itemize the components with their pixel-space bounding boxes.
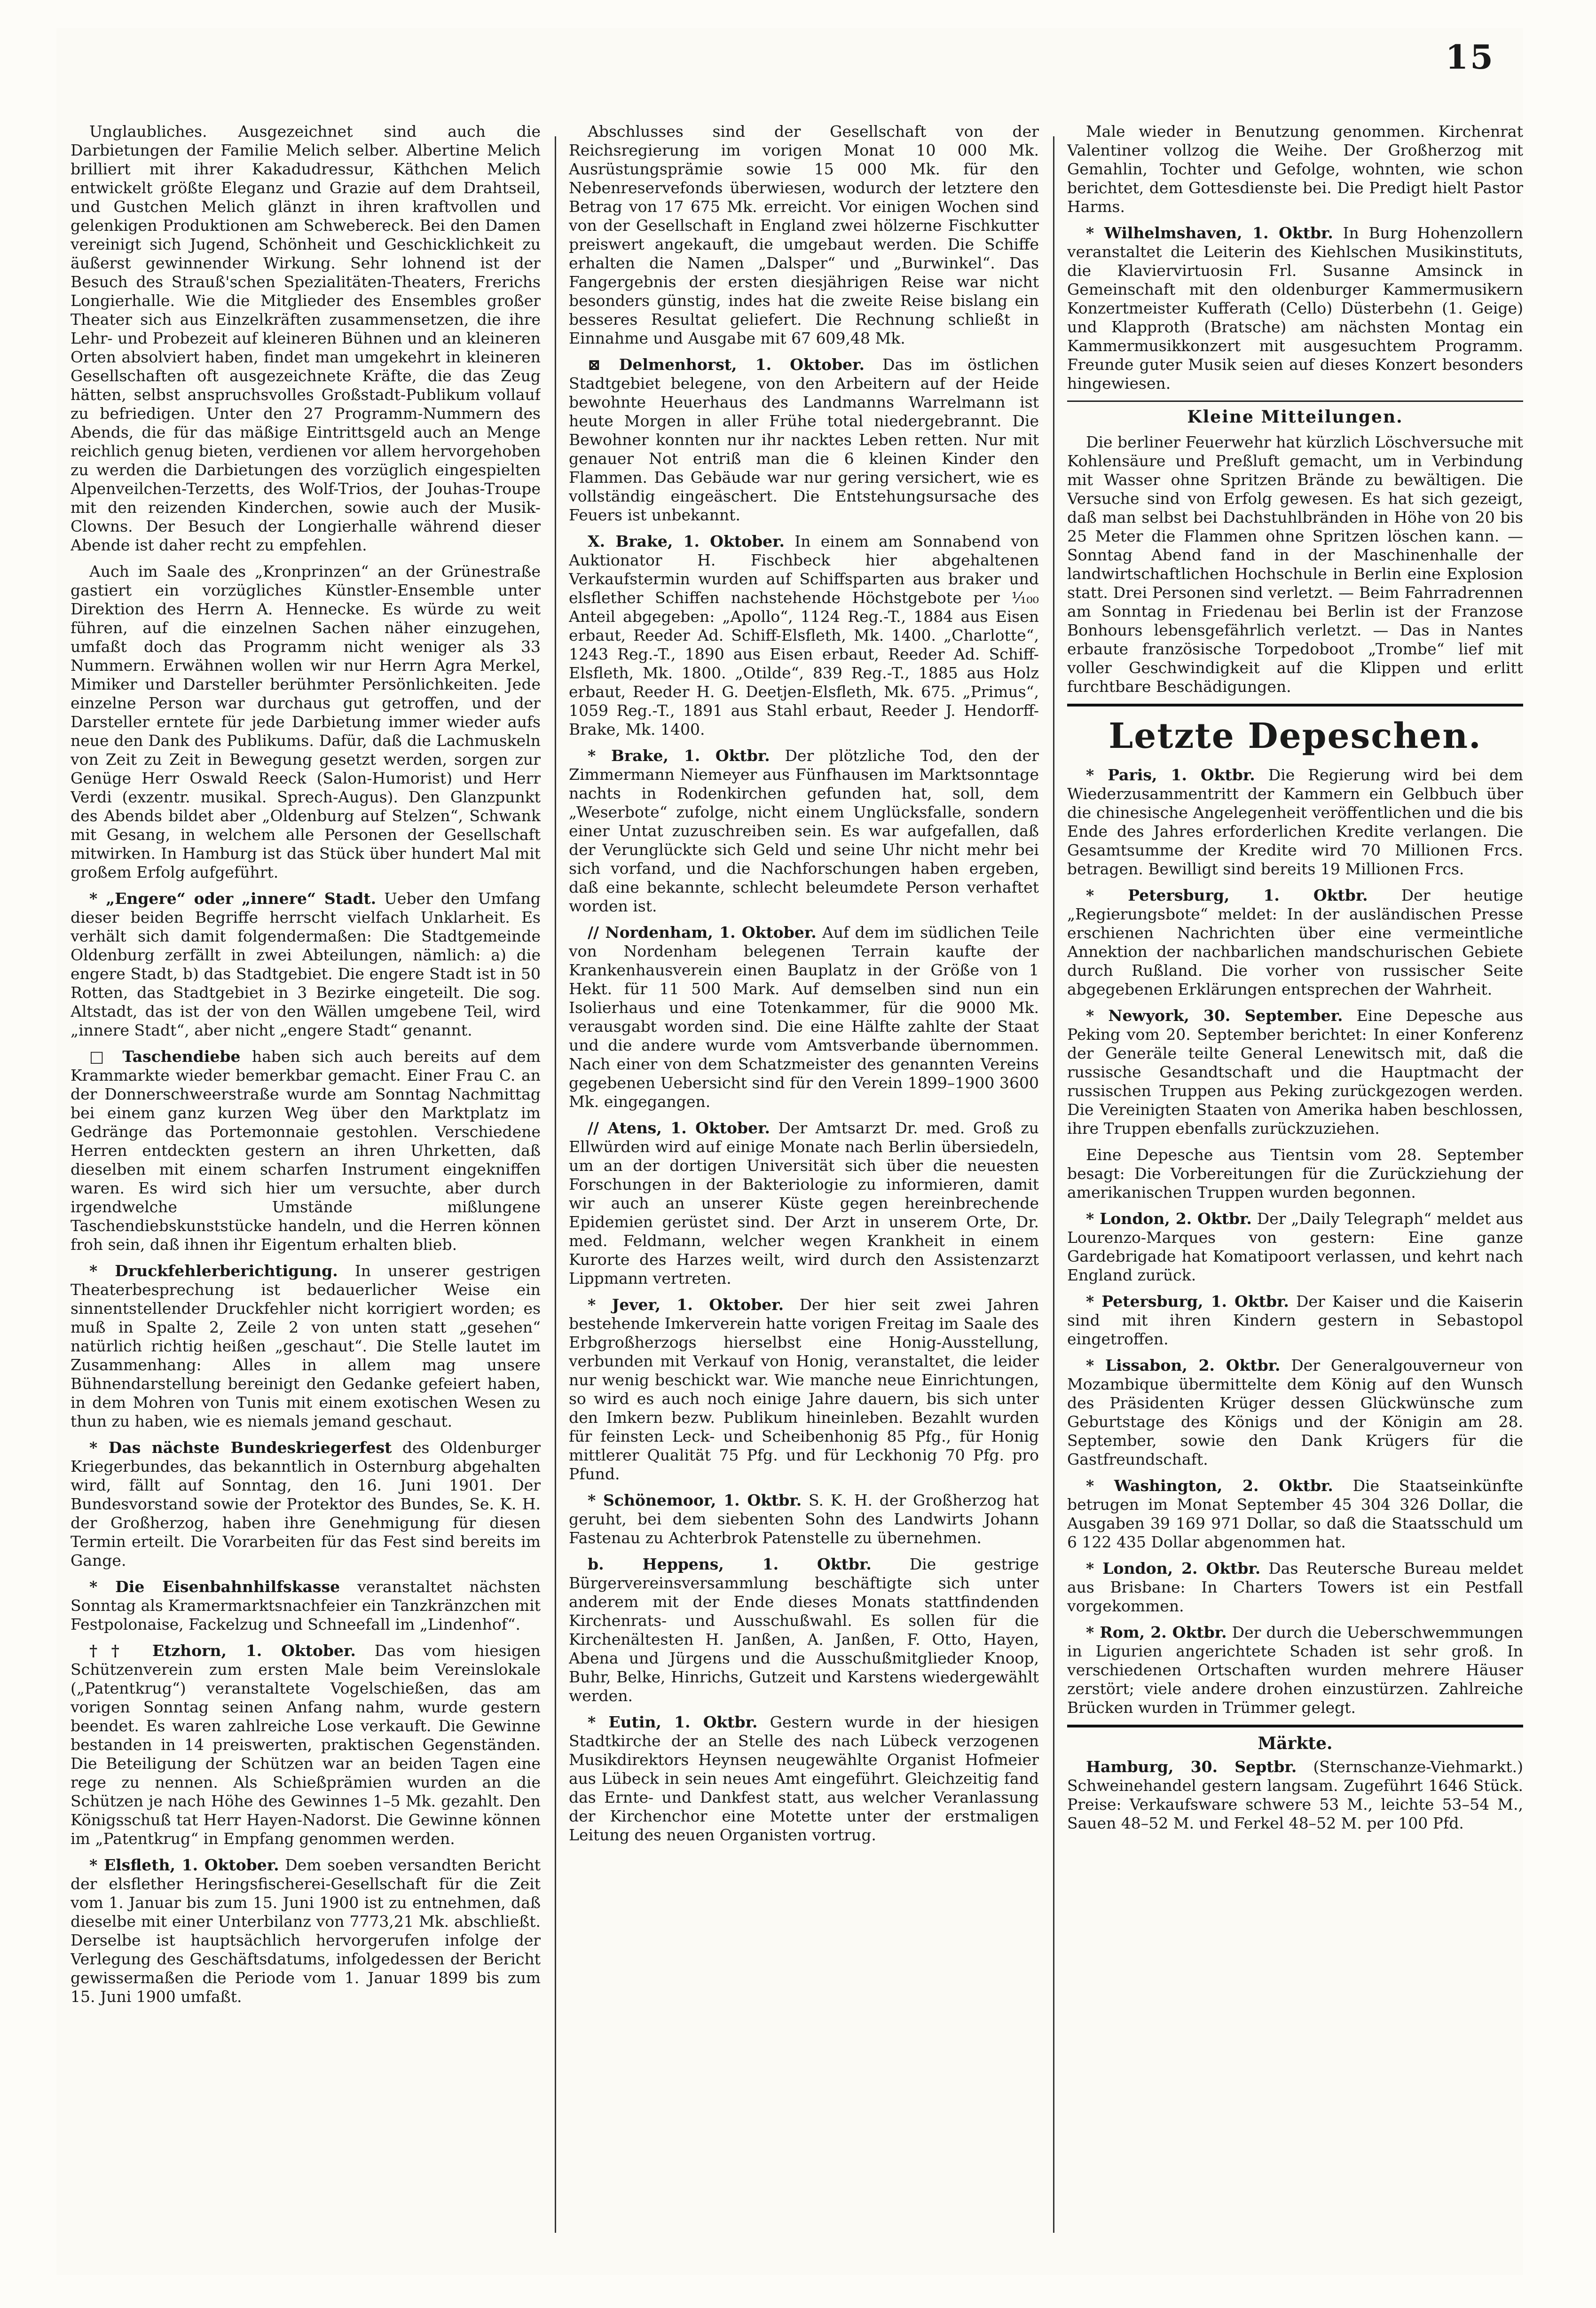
article-lead: * Brake, 1. Oktbr. bbox=[588, 746, 770, 765]
article-paragraph bbox=[71, 1641, 541, 1848]
article-paragraph bbox=[1067, 1356, 1523, 1469]
article-body: In Burg Hohenzollern veranstaltet die Leiterin des Kiehlschen Musikinstituts, die Klaviervirtuosin Frl. Susanne Amsinck in Gemeinschaft mit den oldenburger Kammermusikern Konzertmeister Kufferath (Cello) Düsterbehn (1. Geige) und Klapproth (Bratsche) am nächsten Montag ein Kammermusikkonzert mit ausgesuchtem Programm. Freunde guter Musik seien auf dieses Konzert besonders hingewiesen. bbox=[1067, 224, 1523, 393]
article-body: Das vom hiesigen Schützenverein zum ersten Male beim Vereinslokale („Patentkrug“) veranstaltete Vogelschießen, das am vorigen Sonntag seinen Anfang nahm, wurde gestern beendet. Es waren zahlreiche Lose verkauft. Die Gewinne bestanden in 14 preiswerten, praktischen Gegenständen. Die Beteiligung der Schützen war an beiden Tagen eine rege zu nennen. Als Schießprämien wurden an die Schützen je nach Höhe des Gewinnes 1–5 Mk. gezahlt. Den Königsschuß tat Herr Hayen-Nadorst. Die Gewinne können im „Patentkrug“ in Empfang genommen werden. bbox=[71, 1641, 541, 1848]
article-body: Die gestrige Bürgervereinsversammlung beschäftigte sich unter anderem mit der Ende dieses Monats stattfindenden Kirchenrats- und Ausschußwahl. Es sollen für die Kirchenältesten H. Janßen, A. Janßen, F. Otto, Hayen, Abena und Jürgens und die Ausschußmitglieder Knoop, Buhr, Belke, Hinrichs, Gutzeit und Karstens wiedergewählt werden. bbox=[569, 1555, 1039, 1705]
article bbox=[1067, 1758, 1523, 1833]
article-paragraph bbox=[1067, 1209, 1523, 1285]
article-paragraph bbox=[1067, 886, 1523, 999]
article bbox=[1067, 766, 1523, 879]
article-body: Gestern wurde in der hiesigen Stadtkirche der an Stelle des nach Lübeck verzogenen Musikdirektors Heynsen neugewählte Organist Hofmeier aus Lübeck in sein neues Amt eingeführt. Gleichzeitig fand das Ernte- und Dankfest statt, aus welcher Veranlassung der Kirchenchor eine Motette unter der erstmaligen Leitung des neuen Organisten vortrug. bbox=[569, 1713, 1039, 1844]
article-paragraph bbox=[569, 1119, 1039, 1288]
article-paragraph bbox=[569, 355, 1039, 525]
article-paragraph bbox=[1067, 122, 1523, 216]
article-body: Die Staatseinkünfte betrugen im Monat September 45 304 326 Dollar, die Ausgaben 39 169 971 Dollar, so daß die Staatsschuld um 6 122 435 Dollar abgenommen hat. bbox=[1067, 1476, 1523, 1551]
article-body: Male wieder in Benutzung genommen. Kirchenrat Valentiner vollzog die Weihe. Der Großherzog mit Gemahlin, Tochter und Gefolge, wohnten, wie schon berichtet, dem Gottesdienste bei. Die Predigt hielt Pastor Harms. bbox=[1067, 122, 1523, 216]
maerkte bbox=[1067, 1758, 1523, 1833]
article-body: In unserer gestrigen Theaterbesprechung ist bedauerlicher Weise ein sinnentstellender Druckfehler nicht korrigiert worden; es muß in Spalte 2, Zeile 2 von unten statt „gesehen“ natürlich richtig heißen „geschaut“. Die Stelle lautet im Zusammenhang: Alles in allem mag unsere Bühnendarstellung bereinigt den Gedanke gefeiert haben, in dem Mohren von Tunis mit einem exotischen Wesen zu thun zu haben, wie es niemals jemand geschaut. bbox=[71, 1262, 541, 1430]
article bbox=[1067, 1209, 1523, 1285]
article-body: Das Reutersche Bureau meldet aus Brisbane: In Charters Towers ist ein Pestfall vorgekommen. bbox=[1067, 1559, 1523, 1615]
article-lead: * Newyork, 30. September. bbox=[1086, 1006, 1343, 1025]
article bbox=[71, 122, 541, 555]
article bbox=[569, 1555, 1039, 1705]
article-body: (Sternschanze-Viehmarkt.) Schweinehandel gestern langsam. Zugeführt 1646 Stück. Preise: Verkaufsware schwere 53 M., leichte 53–54 M., Sauen 48–52 M. und Ferkel 48–52 M. per 100 Pfd. bbox=[1067, 1758, 1523, 1832]
article bbox=[71, 1438, 541, 1570]
column-rule bbox=[555, 136, 556, 2233]
article-lead: * Rom, 2. Oktbr. bbox=[1086, 1623, 1227, 1641]
letzte-depeschen-title: Letzte Depeschen. bbox=[1109, 716, 1482, 756]
article-paragraph bbox=[569, 1713, 1039, 1845]
article-paragraph bbox=[569, 1491, 1039, 1547]
article bbox=[1067, 1006, 1523, 1138]
article-body: Der durch die Ueberschwemmungen in Ligurien angerichtete Schaden ist sehr groß. In verschiedenen Ortschaften wurden mehrere Häuser zerstört; viele andere drohen einzustürzen. Zahlreiche Brücken wurden in Trümmer gelegt. bbox=[1067, 1623, 1523, 1717]
article-body: Abschlusses sind der Gesellschaft von der Reichsregierung im vorigen Monat 10 000 Mk. Ausrüstungsprämie sowie 15 000 Mk. für den Nebenreservefonds überwiesen, wodurch der letztere den Betrag von 17 675 Mk. erreicht. Vor einigen Wochen sind von der Gesellschaft in England zwei hölzerne Fischkutter preiswert angekauft, die umgebaut werden. Die Schiffe erhalten die Namen „Dalsper“ und „Burwinkel“. Das Fangergebnis der ersten diesjährigen Reise war nicht besonders günstig, indes hat die zweite Reise bislang ein besseres Resultat geliefert. Die Rechnung schließt in Einnahme und Ausgabe mit 67 609,48 Mk. bbox=[569, 122, 1039, 347]
article-lead: * Eutin, 1. Oktbr. bbox=[588, 1713, 758, 1731]
article bbox=[569, 1491, 1039, 1547]
page-number: 15 bbox=[1445, 38, 1495, 77]
article-body: Das im östlichen Stadtgebiet belegene, von den Arbeitern auf der Heide bewohnte Heuerhaus des Landmanns Warrelmann ist heute Morgen in aller Frühe total niedergebrannt. Die Bewohner konnten nur ihr nacktes Leben retten. Nur mit genauer Not entriß man die 6 kleinen Kinder den Flammen. Das Gebäude war nur gering versichert, wie es vollständig eingeäschert. Die Entstehungsursache des Feuers ist unbekannt. bbox=[569, 355, 1039, 524]
article-lead: * Lissabon, 2. Oktbr. bbox=[1086, 1356, 1281, 1374]
article bbox=[1067, 1356, 1523, 1469]
article bbox=[71, 1262, 541, 1431]
article-body: Dem soeben versandten Bericht der elsflether Heringsfischerei-Gesellschaft für die Zeit vom 1. Januar bis zum 15. Juni 1900 ist zu entnehmen, daß dieselbe mit einer Unterbilanz von 7773,21 Mk. abschließt. Derselbe ist hauptsächlich hervorgerufen infolge der Verlegung des Geschäftsdatums, infolgedessen der Bericht gewissermaßen die Periode vom 1. Januar 1899 bis zum 15. Juni 1900 umfaßt. bbox=[71, 1856, 541, 2006]
article bbox=[1067, 1146, 1523, 1202]
article-paragraph bbox=[1067, 1623, 1523, 1717]
article-paragraph bbox=[569, 746, 1039, 916]
article bbox=[1067, 224, 1523, 393]
article-lead: * Jever, 1. Oktober. bbox=[588, 1295, 784, 1314]
article-body: Auf dem im südlichen Teile von Nordenham belegenen Terrain kaufte der Krankenhausverein einen Bauplatz in der Größe von 1 Hekt. für 11 500 Mark. Auf demselben sind nun ein Isolierhaus und eine Totenkammer, für die 9000 Mk. verausgabt worden sind. Die eine Hälfte zahlte der Staat und die andere wurde vom Amtsverbande übernommen. Nach einer von dem Schatzmeister des genannten Vereins gegebenen Uebersicht sind für den Verein 1899–1900 3600 Mk. eingegangen. bbox=[569, 923, 1039, 1111]
article bbox=[71, 889, 541, 1040]
article-lead: ⊠ Delmenhorst, 1. Oktober. bbox=[588, 355, 865, 374]
article-paragraph bbox=[569, 1295, 1039, 1484]
article-lead: Hamburg, 30. Septbr. bbox=[1086, 1758, 1297, 1776]
article-paragraph bbox=[569, 122, 1039, 348]
article-body: Eine Depesche aus Tientsin vom 28. September besagt: Die Vorbereitungen für die Zurückziehung der amerikanischen Truppen wurden begonnen. bbox=[1067, 1146, 1523, 1201]
article bbox=[569, 1119, 1039, 1288]
article-body: veranstaltet nächsten Sonntag als Kramermarktsnachfeier ein Tanzkränzchen mit Festpolonaise, Fackelzug und Schneefall im „Lindenhof“. bbox=[71, 1578, 541, 1633]
article-body: Der Generalgouverneur von Mozambique übermittelte dem König auf den Wunsch des Präsidenten Krüger dessen Glückwünsche zum Geburtstage des Königs und der Königin am 28. September, sowie den Dank Krügers für die Gastfreundschaft. bbox=[1067, 1356, 1523, 1468]
article bbox=[71, 1047, 541, 1254]
article-paragraph bbox=[71, 562, 541, 882]
article-body: Der Kaiser und die Kaiserin sind mit ihren Kindern gestern in Sebastopol eingetroffen. bbox=[1067, 1292, 1523, 1348]
article-lead: †† Etzhorn, 1. Oktober. bbox=[89, 1641, 356, 1660]
article-paragraph bbox=[1067, 1146, 1523, 1202]
column-3 bbox=[1067, 122, 1523, 2247]
article-lead: * Paris, 1. Oktbr. bbox=[1086, 766, 1255, 784]
article bbox=[1067, 1292, 1523, 1349]
article-lead: * Petersburg, 1. Oktbr. bbox=[1086, 1292, 1289, 1311]
article-paragraph bbox=[71, 889, 541, 1040]
article-lead: * Wilhelmshaven, 1. Oktbr. bbox=[1086, 224, 1333, 242]
article-lead: * Das nächste Bundeskriegerfest bbox=[89, 1438, 392, 1457]
article-body: Eine Depesche aus Peking vom 20. September berichtet: In einer Konferenz der Generäle teilte General Lenewitsch mit, daß die russische Gesandtschaft und die Hauptmacht der russischen Truppen aus Peking zurückgezogen werden. Die Vereinigten Staaten von Amerika haben beschlossen, ihre Truppen ebenfalls zurückzuziehen. bbox=[1067, 1006, 1523, 1138]
article-paragraph bbox=[71, 1578, 541, 1634]
article-paragraph bbox=[569, 923, 1039, 1111]
article-body: Der heutige „Regierungsbote“ meldet: In der ausländischen Presse erschienen Nachrichten über eine vermeintliche Annektion der nachbarlichen mandschurischen Gebiete durch Rußland. Die vorher von russischer Seite abgegebenen Erklärungen entsprechen der Wahrheit. bbox=[1067, 886, 1523, 998]
article-paragraph bbox=[71, 1856, 541, 2006]
article-lead: * Druckfehlerberichtigung. bbox=[89, 1262, 338, 1280]
article-paragraph bbox=[1067, 766, 1523, 879]
article bbox=[1067, 122, 1523, 216]
article-body: Die Regierung wird bei dem Wiederzusammentritt der Kammern ein Gelbbuch über die chinesische Angelegenheit veröffentlichen und die bis Ende des Jahres erforderlichen Kredite verlangen. Die Gesamtsumme der Kredite wird 70 Millionen Frcs. betragen. Bewilligt sind bereits 19 Millionen Frcs. bbox=[1067, 766, 1523, 878]
article bbox=[569, 1295, 1039, 1484]
article-lead: * „Engere“ oder „innere“ Stadt. bbox=[89, 889, 377, 908]
article bbox=[569, 532, 1039, 739]
article-paragraph bbox=[569, 1555, 1039, 1705]
article-body: Ueber den Umfang dieser beiden Begriffe herrscht vielfach Unklarheit. Es verhält sich damit folgendermaßen: Die Stadtgemeinde Oldenburg zerfällt in zwei Abteilungen, nämlich: a) die engere Stadt, b) das Stadtgebiet. Die engere Stadt ist in 50 Rotten, das Stadtgebiet in 3 Bezirke eingeteilt. Die sog. Altstadt, das ist der von den Wällen umgebene Teil, wird „innere Stadt“, aber nicht „engere Stadt“ genannt. bbox=[71, 889, 541, 1039]
article-lead: * Schönemoor, 1. Oktbr. bbox=[588, 1491, 802, 1509]
article bbox=[569, 122, 1039, 348]
article bbox=[71, 1856, 541, 2006]
kleine-mitteilungen-title: Kleine Mitteilungen. bbox=[1187, 407, 1403, 427]
divider bbox=[1067, 704, 1523, 707]
column-rule bbox=[1053, 136, 1054, 2233]
article bbox=[569, 355, 1039, 525]
article-lead: // Atens, 1. Oktober. bbox=[588, 1119, 770, 1137]
article bbox=[569, 1713, 1039, 1845]
article-paragraph bbox=[1067, 1758, 1523, 1833]
article-lead: // Nordenham, 1. Oktober. bbox=[588, 923, 817, 942]
newspaper-page bbox=[56, 28, 1523, 2275]
article bbox=[1067, 1623, 1523, 1717]
article-paragraph bbox=[1067, 1292, 1523, 1349]
article-lead: b. Heppens, 1. Oktbr. bbox=[588, 1555, 872, 1573]
article-paragraph bbox=[1067, 224, 1523, 393]
kleine-mitteilungen bbox=[1067, 433, 1523, 696]
article-paragraph bbox=[1067, 1006, 1523, 1138]
article-lead: * Petersburg, 1. Oktbr. bbox=[1086, 886, 1368, 904]
article bbox=[569, 923, 1039, 1111]
article-lead: * London, 2. Oktbr. bbox=[1086, 1559, 1261, 1578]
article bbox=[71, 562, 541, 882]
article-body: In einem am Sonnabend von Auktionator H. Fischbeck hier abgehaltenen Verkaufstermin wurden auf Schiffsparten aus braker und elsflether Schiffen nachstehende Höchstgebote per ¹⁄₁₀₀ Anteil abgegeben: „Apollo“, 1124 Reg.-T., 1884 aus Eisen erbaut, Reeder Ad. Schiff-Elsfleth, Mk. 1400. „Charlotte“, 1243 Reg.-T., 1890 aus Eisen erbaut, Reeder Ad. Schiff-Elsfleth, Mk. 1800. „Otilde“, 839 Reg.-T., 1885 aus Holz erbaut, Reeder H. G. Deetjen-Elsfleth, Mk. 675. „Primus“, 1059 Reg.-T., 1891 aus Stahl erbaut, Reeder J. Hendorff-Brake, Mk. 1400. bbox=[569, 532, 1039, 738]
article-lead: * Washington, 2. Oktbr. bbox=[1086, 1476, 1333, 1495]
article-body: S. K. H. der Großherzog hat geruht, bei dem siebenten Sohn des Landwirts Johann Fastenau zu Achterbrok Patenstelle zu übernehmen. bbox=[569, 1491, 1039, 1547]
article-paragraph bbox=[71, 122, 541, 555]
article bbox=[1067, 1559, 1523, 1616]
article bbox=[1067, 433, 1523, 696]
article bbox=[71, 1578, 541, 1634]
column-1 bbox=[71, 122, 541, 2247]
column-3-top-articles bbox=[1067, 122, 1523, 393]
article-body: Auch im Saale des „Kronprinzen“ an der Grünestraße gastiert ein vorzügliches Künstler-Ensemble unter Direktion des Herrn A. Hennecke. Es würde zu weit führen, auf die einzelnen Sachen näher einzugehen, umfaßt doch das Programm nicht weniger als 33 Nummern. Erwähnen wollen wir nur Herrn Agra Merkel, Mimiker und Darsteller berühmter Persönlichkeiten. Jede einzelne Person war durchaus gut getroffen, und der Darsteller erntete für jede Darbietung immer wieder aufs neue den Dank des Publikums. Dafür, daß die Lachmuskeln von Zeit zu Zeit in Bewegung gesetzt werden, sorgen zur Genüge Herr Oswald Reeck (Salon-Humorist) und Herr Verdi (exzentr. musikal. Sprech-Augus). Den Glanzpunkt des Abends bildet aber „Oldenburg auf Stelzen“, Schwank mit Gesang, in welchem alle Personen der Gesellschaft mitwirken. In Hamburg ist das Stück über hundert Mal mit großem Erfolg aufgeführt. bbox=[71, 562, 541, 881]
article-paragraph bbox=[1067, 1476, 1523, 1552]
article bbox=[71, 1641, 541, 1848]
article-body: Der Amtsarzt Dr. med. Groß zu Ellwürden wird auf einige Monate nach Berlin übersiedeln, um an der dortigen Universität sich über die neuesten Forschungen in der Bakteriologie zu informieren, damit wir auch an unserer Küste gegen hereinbrechende Epidemien gerüstet sind. Der Arzt in unserem Orte, Dr. med. Feldmann, welcher wegen Krankheit in einem Kurorte des Harzes weilt, wird durch den Assistenzarzt Lippmann vertreten. bbox=[569, 1119, 1039, 1287]
article bbox=[1067, 1476, 1523, 1552]
column-2 bbox=[569, 122, 1039, 2247]
article-paragraph bbox=[71, 1438, 541, 1570]
article-lead: * London, 2. Oktbr. bbox=[1086, 1209, 1252, 1228]
article-body: des Oldenburger Kriegerbundes, das bekanntlich in Osternburg abgehalten wird, fällt auf Sonntag, den 16. Juni 1901. Der Bundesvorstand sowie der Protektor des Bundes, Se. K. H. der Großherzog, haben ihre Genehmigung für diesen Termin erteilt. Die Vorarbeiten für das Fest sind bereits im Gange. bbox=[71, 1438, 541, 1570]
article-body: Unglaubliches. Ausgezeichnet sind auch die Darbietungen der Familie Melich selber. Albertine Melich brilliert mit ihrer Kakadudressur, Käthchen Melich entwickelt größte Eleganz und Grazie auf dem Drahtseil, und Gustchen Melich glänzt in ihren kraftvollen und gelenkigen Produktionen am Schwebereck. Bei den Damen vereinigt sich Jugend, Schönheit und Geschicklichkeit zu äußerst gewinnender Wirkung. Sehr lohnend ist der Besuch des Strauß'schen Spezialitäten-Theaters, Frerichs Longierhalle. Wie die Mitglieder des Ensembles großer Theater sich aus Einzelkräften zusammensetzen, die ihre Lehr- und Probezeit auf kleineren Bühnen und an kleineren Orten absolviert haben, findet man umgekehrt in kleineren Gesellschaften oft ausgezeichnete Kräfte, die das Zeug hätten, selbst anspruchsvolles Großstadt-Publikum vollauf zu befriedigen. Unter den 27 Programm-Nummern des Abends, die für das mäßige Eintrittsgeld auch an Menge reichlich genug bieten, verdienen vor allem hervorgehoben zu werden die Darbietungen des vorzüglich eingespielten Alpenveilchen-Terzetts, des Wolf-Trios, der Jouhas-Troupe mit den reizenden Kinderchen, sowie auch der Musik-Clowns. Der Besuch der Longierhalle während dieser Abende ist daher recht zu empfehlen. bbox=[71, 122, 541, 554]
article-paragraph bbox=[1067, 433, 1523, 696]
article-body: haben sich auch bereits auf dem Krammarkte wieder bemerkbar gemacht. Einer Frau C. an der Donnerschweerstraße wurde am Sonntag Nachmittag bei einem ganz kurzen Weg über den Marktplatz im Gedränge das Portemonnaie gestohlen. Verschiedene Herren entdeckten gestern an ihren Uhrketten, daß dieselben mit einem scharfen Instrument eingekniffen waren. Es wird sich hier um versuchte, aber durch irgendwelche Umstände mißlungene Taschendiebskunststücke handeln, und die Herren können froh sein, daß ihnen ihr Eigentum erhalten blieb. bbox=[71, 1047, 541, 1254]
article-body: Der plötzliche Tod, den der Zimmermann Niemeyer aus Fünfhausen im Marktsonntage nachts in Rodenkirchen gefunden hat, soll, dem „Weserbote“ zufolge, nicht einem Unglücksfalle, sondern einer Untat zuzuschreiben sein. Es war aufgefallen, daß der Verunglückte sich Geld und seine Uhr nicht mehr bei sich vorfand, und die Nachforschungen haben ergeben, daß eine bekannte, schlecht beleumdete Person verhaftet worden ist. bbox=[569, 746, 1039, 915]
article-paragraph bbox=[1067, 1559, 1523, 1616]
article-body: Der „Daily Telegraph“ meldet aus Lourenzo-Marques von gestern: Eine ganze Gardebrigade hat Komatipoort verlassen, und kehrt nach England zurück. bbox=[1067, 1209, 1523, 1284]
article-lead: * Elsfleth, 1. Oktober. bbox=[89, 1856, 279, 1874]
article-body: Der hier seit zwei Jahren bestehende Imkerverein hatte vorigen Freitag im Saale des Erbgroßherzogs hierselbst eine Honig-Ausstellung, verbunden mit Verkauf von Honig, veranstaltet, die leider nur wenig beschickt war. Wie manche neue Einrichtungen, so wird es auch noch einige Jahre dauern, bis sich unter den Imkern bezw. Publikum hineinleben. Bezahlt wurden für feinsten Leck- und Scheibenhonig 85 Pfg., für Honig mittlerer Qualität 75 Pfg. und für Leckhonig 70 Pfg. pro Pfund. bbox=[569, 1295, 1039, 1483]
letzte-depeschen bbox=[1067, 766, 1523, 1717]
article-body: Die berliner Feuerwehr hat kürzlich Löschversuche mit Kohlensäure und Preßluft gemacht, um in Verbindung mit Wasser ohne Spritzen Brände zu bewältigen. Die Versuche sind von Erfolg gewesen. Es hat sich gezeigt, daß man selbst bei Dachstuhlbränden in Höhe von 20 bis 25 Meter die Flammen ohne Spritzen löschen kann. — Sonntag Abend fand in der Maschinenhalle der landwirtschaftlichen Hochschule in Berlin eine Explosion statt. Drei Personen sind verletzt. — Beim Fahrradrennen am Sonntag in Friedenau bei Berlin ist der Franzose Bonhours lebensgefährlich verletzt. — Das in Nantes erbaute französische Torpedoboot „Trombe“ lief mit voller Geschwindigkeit auf die Klippen und erlitt furchtbare Beschädigungen. bbox=[1067, 433, 1523, 696]
article bbox=[569, 746, 1039, 916]
article-paragraph bbox=[71, 1047, 541, 1254]
article bbox=[1067, 886, 1523, 999]
divider bbox=[1067, 1725, 1523, 1727]
maerkte-title: Märkte. bbox=[1258, 1734, 1333, 1753]
article-paragraph bbox=[569, 532, 1039, 739]
article-lead: * Die Eisenbahnhilfskasse bbox=[89, 1578, 340, 1596]
article-lead: □ Taschendiebe bbox=[89, 1047, 241, 1066]
divider bbox=[1067, 400, 1523, 402]
article-lead: X. Brake, 1. Oktober. bbox=[588, 532, 785, 550]
article-paragraph bbox=[71, 1262, 541, 1431]
